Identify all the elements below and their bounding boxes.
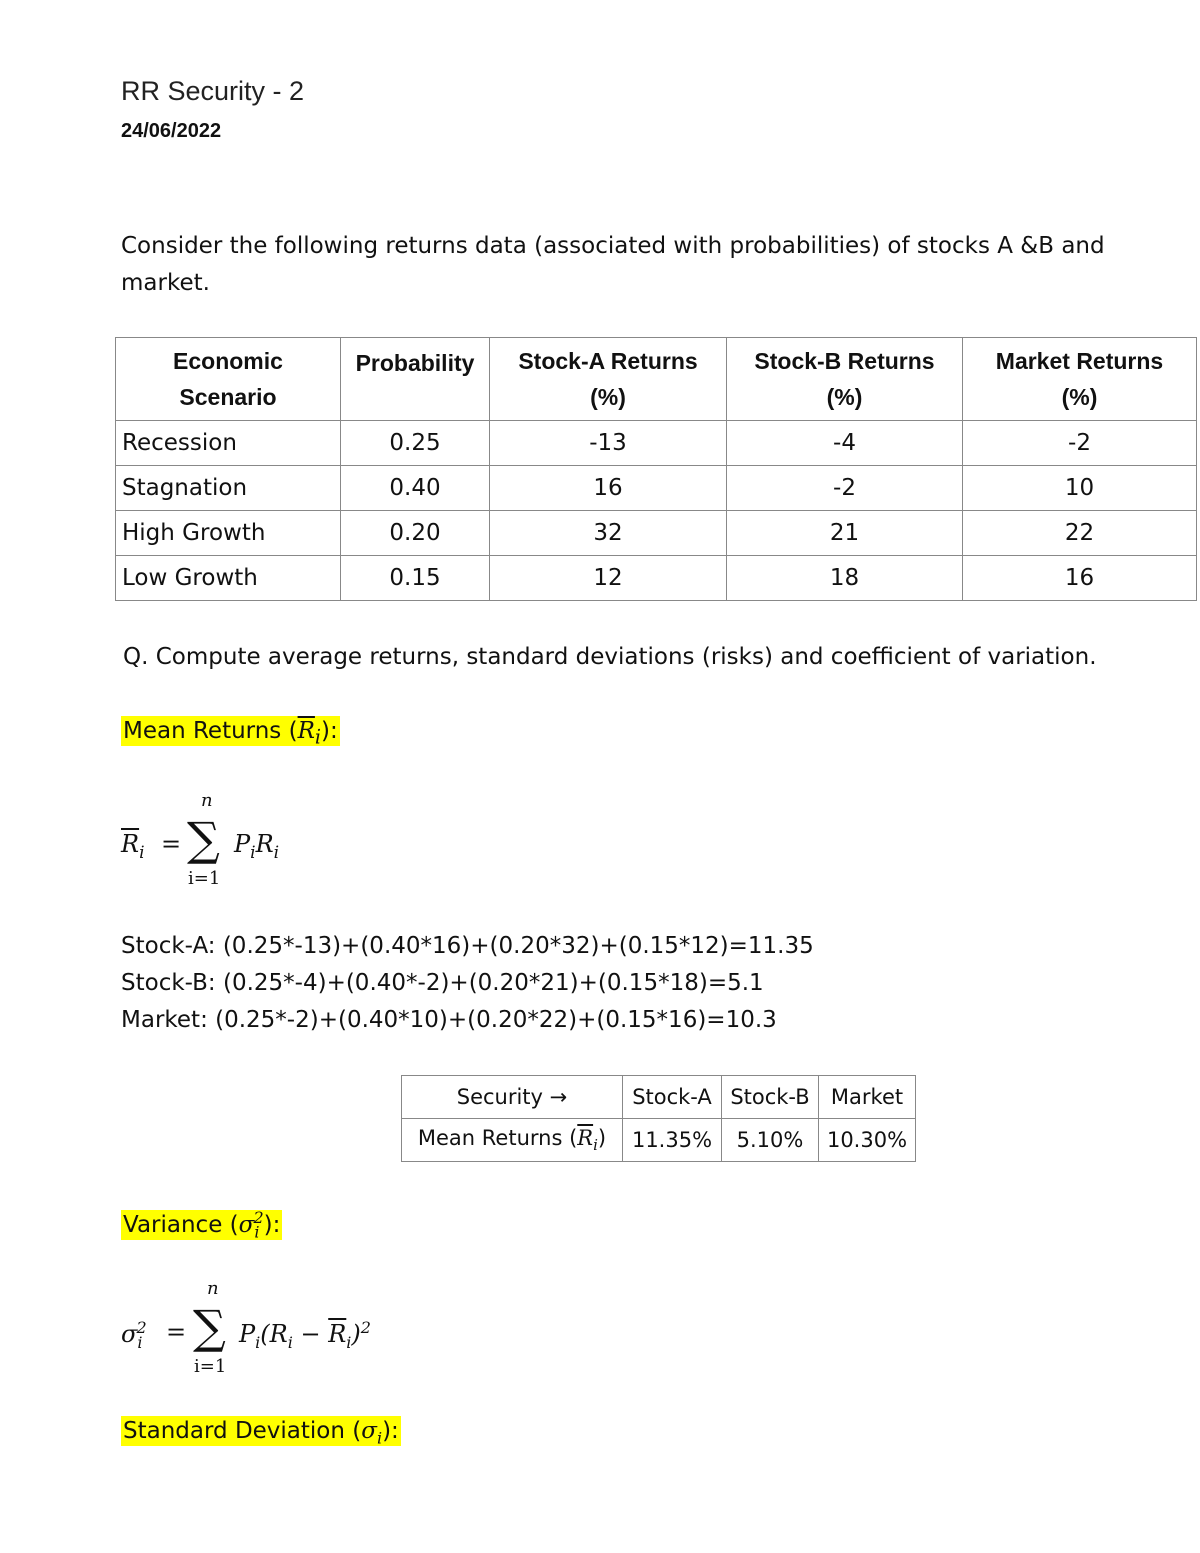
returns-table xyxy=(115,337,1197,601)
table-header-row xyxy=(116,338,1197,421)
cell: -2 xyxy=(963,421,1197,466)
table-row xyxy=(402,1119,916,1162)
header-market: Market Returns (%) xyxy=(963,338,1197,421)
calc-market: Market: (0.25*-2)+(0.40*10)+(0.20*22)+(0.15*16)=10.3 xyxy=(121,1007,777,1033)
mean-formula: $\overline{R}_i$ = n ∑ i=1 $P_iR_i$ xyxy=(121,790,280,889)
cell: 22 xyxy=(963,511,1197,556)
cell: Low Growth xyxy=(116,556,341,601)
header-probability: Probability xyxy=(341,338,490,421)
mean-calculations xyxy=(121,928,814,1039)
cell: 0.25 xyxy=(341,421,490,466)
cell: Market xyxy=(819,1076,916,1119)
cell: 10.30% xyxy=(819,1119,916,1162)
cell: 5.10% xyxy=(722,1119,819,1162)
cell: Stagnation xyxy=(116,466,341,511)
table-header-row xyxy=(402,1076,916,1119)
mean-returns-table xyxy=(401,1075,916,1162)
variance-formula: $\sigma_i^2$ = n ∑ i=1 $P_i(R_i - \overline{R}_i)^2$ xyxy=(121,1278,371,1377)
cell: Stock-B xyxy=(722,1076,819,1119)
standard-deviation-heading: Standard Deviation $(\sigma_i)$: xyxy=(123,1418,399,1448)
header-stock-b: Stock-B Returns (%) xyxy=(727,338,963,421)
cell: 11.35% xyxy=(623,1119,722,1162)
mean-returns-heading: Mean Returns $(\overline{R}_i)$: xyxy=(123,718,338,749)
cell: 0.20 xyxy=(341,511,490,556)
cell: 12 xyxy=(490,556,727,601)
cell: -2 xyxy=(727,466,963,511)
cell: 21 xyxy=(727,511,963,556)
cell: 0.15 xyxy=(341,556,490,601)
table-row xyxy=(116,511,1197,556)
cell: -13 xyxy=(490,421,727,466)
calc-stock-a: Stock-A: (0.25*-13)+(0.40*16)+(0.20*32)+(0.15*12)=11.35 xyxy=(121,933,814,959)
cell: 32 xyxy=(490,511,727,556)
cell: 0.40 xyxy=(341,466,490,511)
mean-returns-label: Mean Returns $(\overline{R}_i)$ xyxy=(402,1119,623,1162)
question-text: Q. Compute average returns, standard deviations (risks) and coefficient of variation. xyxy=(123,644,1097,670)
intro-paragraph: Consider the following returns data (associated with probabilities) of stocks A &B and market. xyxy=(121,233,1105,296)
document-title: RR Security - 2 xyxy=(121,76,305,106)
table-row xyxy=(116,556,1197,601)
calc-stock-b: Stock-B: (0.25*-4)+(0.40*-2)+(0.20*21)+(0.15*18)=5.1 xyxy=(121,970,764,996)
cell: 10 xyxy=(963,466,1197,511)
document-date: 24/06/2022 xyxy=(121,120,222,142)
table-row xyxy=(116,421,1197,466)
cell: High Growth xyxy=(116,511,341,556)
cell: Recession xyxy=(116,421,341,466)
table-row xyxy=(116,466,1197,511)
cell: Security → xyxy=(402,1076,623,1119)
cell: -4 xyxy=(727,421,963,466)
cell: 16 xyxy=(490,466,727,511)
header-stock-a: Stock-A Returns (%) xyxy=(490,338,727,421)
variance-heading: Variance $(\sigma_i^2)$: xyxy=(123,1208,281,1242)
cell: Stock-A xyxy=(623,1076,722,1119)
cell: 18 xyxy=(727,556,963,601)
header-economic-scenario: Economic Scenario xyxy=(116,338,341,421)
cell: 16 xyxy=(963,556,1197,601)
